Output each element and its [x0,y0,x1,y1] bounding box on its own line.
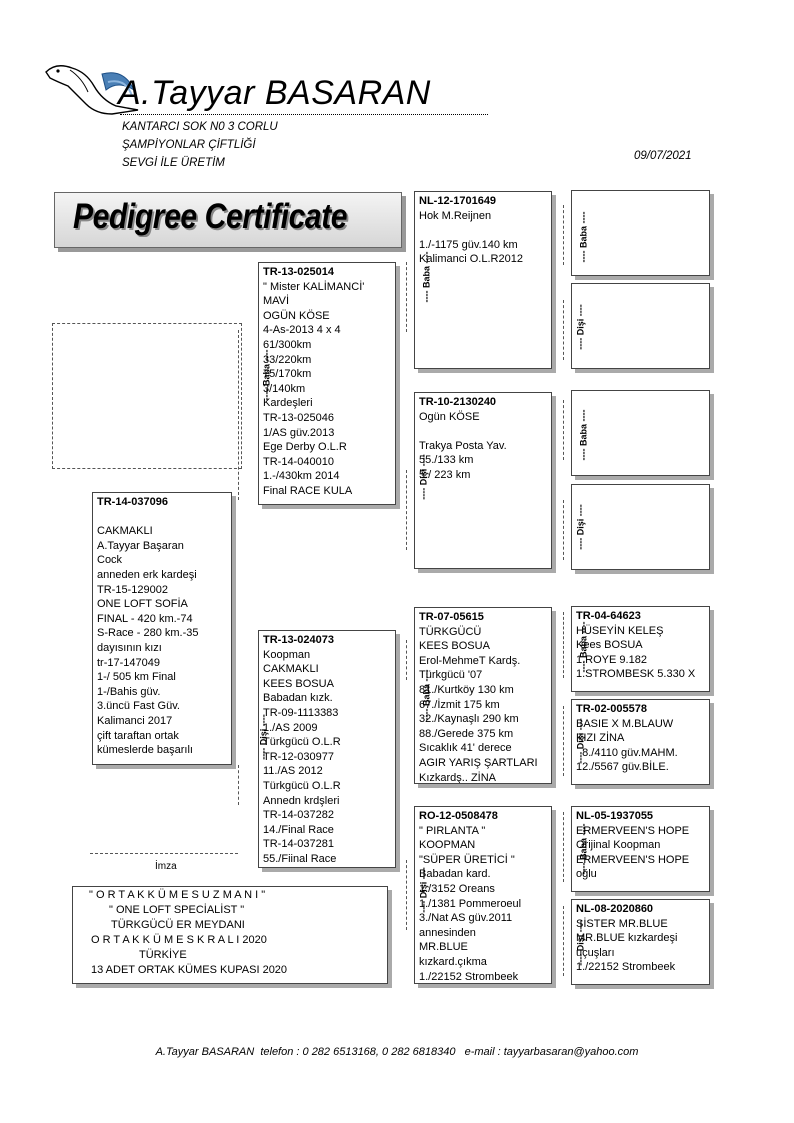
dd-line: " PIRLANTA " [419,824,486,837]
owner-line-2: " ONE LOFT SPECİALİST " [109,904,245,916]
dam-line: 55./Fiinal Race [263,852,337,865]
subject-line: anneden erk kardeşi [97,568,197,581]
dd-dam-ring-number: NL-08-2020860 [576,903,654,915]
dam-line: TR-12-030977 [263,750,334,763]
ss-line: Hok M.Reijnen [419,209,492,222]
label-ss-sire: ---- Baba ---- [578,211,589,263]
label-dam-subject: ---- Dişi ---- [258,714,269,760]
dd-line: 1./1381 Pommeroeul [419,897,522,910]
connector-ds-down [563,706,564,776]
connector-sire-ss [406,262,407,332]
dam-dam-card [414,806,552,984]
motto-line: SEVGİ İLE ÜRETİM [122,157,225,169]
connector-sd-down [563,500,564,560]
dss-line: HÜSEYİN KELEŞ [576,624,664,637]
ss-sire-card [571,190,710,276]
owner-line-1: " O R T A K K Ü M E S U Z M A N I " [89,889,266,901]
subject-line: kümeslerde başarılı [97,744,193,757]
sire-line: 3/140km [263,382,306,395]
ss-line: 1./-1175 güv.140 km [419,238,518,251]
ds-line: TÜRKGÜCÜ [419,625,482,638]
label-ds-sire: ---- Baba ---- [578,621,589,673]
dam-line: KEES BOSUA [263,677,334,690]
ddd-line: SİSTER MR.BLUE [576,917,668,930]
sire-dam-ring-number: TR-10-2130240 [419,396,497,408]
footer-contact: A.Tayyar BASARAN telefon : 0 282 6513168, 0 282 6818340 e-mail : tayyarbasaran@yahoo.com [155,1046,639,1058]
sire-sire-details [419,209,547,267]
dd-line: 3./Nat AS güv.2011 [419,912,513,925]
ds-line: Sıcaklık 41' derece [419,742,512,755]
sire-ring-number: TR-13-025014 [263,266,334,278]
label-sire-subject: ---- Baba ---- [261,349,272,401]
subject-line [97,510,227,525]
ddd-line: uçuşları [576,946,615,959]
dd-line: MR.BLUE [419,941,468,954]
ds-line: AGIR YARIŞ ŞARTLARI [419,756,538,769]
subject-line: Cock [97,554,123,567]
sire-line: OGÜN KÖSE [263,309,330,322]
dam-dam-ring-number: RO-12-0508478 [419,810,498,822]
ddd-line: 1./22152 Strombeek [576,961,676,974]
sire-line: Final RACE KULA [263,484,353,497]
subject-ring-number: TR-14-037096 [97,496,168,508]
sire-line: TR-13-025046 [263,411,334,424]
dd-line: "SÜPER ÜRETİCİ " [419,853,515,866]
dam-line: CAKMAKLI [263,663,319,676]
sire-line: 75/170km [263,368,312,381]
dam-sire-ring-number: TR-07-05615 [419,611,484,623]
ds-line: 32./Kaynaşlı 290 km [419,713,519,726]
dam-line: TR-14-037281 [263,838,334,851]
subject-line: S-Race - 280 km.-35 [97,627,199,640]
owner-line-6: 13 ADET ORTAK KÜMES KUPASI 2020 [91,964,288,976]
sire-line: 33/220km [263,353,312,366]
subject-line: A.Tayyar Başaran [97,539,184,552]
dd-sire-ring-number: NL-05-1937055 [576,810,654,822]
dsd-line: 12./5567 güv.BİLE. [576,761,669,774]
sire-line: 1/AS güv.2013 [263,426,335,439]
brand-underline [120,114,488,115]
dsd-line: KIZI ZİNA [576,732,625,745]
dds-line: Orijinal Koopman [576,839,661,852]
dam-line: Türkgücü O.L.R [263,736,341,749]
subject-line: Kalimanci 2017 [97,714,173,727]
sd-line: 5./ 223 km [419,468,471,481]
brand-title: A.Tayyar BASARAN [118,74,431,112]
dam-line: Koopman [263,648,311,661]
subject-line: dayısının kızı [97,641,162,654]
ds-sire-ring-number: TR-04-64623 [576,610,641,622]
subject-line: 3.üncü Fast Güv. [97,700,180,713]
sd-line [419,424,547,439]
subject-line: CAKMAKLI [97,525,153,538]
ds-line: Türkgücü '07 [419,669,483,682]
label-sire-sire: ---- Baba ---- [421,251,432,303]
dam-line: 14./Final Race [263,823,334,836]
dds-line: oğlu [576,868,597,881]
dd-line: KOOPMAN [419,839,476,852]
owner-line-5: TÜRKİYE [139,949,187,961]
subject-details [97,510,227,758]
sd-line: 55./133 km [419,454,474,467]
sd-sire-card [571,390,710,476]
dam-line: 11./AS 2012 [263,765,323,778]
ss-line [419,223,547,238]
dsd-line: 8./4110 güv.MAHM. [576,746,678,759]
ds-line: 67./İzmit 175 km [419,698,500,711]
label-dd-sire: ---- Baba ---- [578,823,589,875]
subject-line: 1-/ 505 km Final [97,671,176,684]
subject-line: TR-15-129002 [97,583,168,596]
label-dam-dam: ---- Dişi ---- [418,867,429,913]
label-ds-dam: ---- Dişi ---- [575,718,586,764]
subject-line: ONE LOFT SOFİA [97,598,188,611]
dd-dam-details [576,917,705,975]
dd-dam-card [571,899,710,985]
owner-info-box [72,886,388,984]
sire-line: TR-14-040010 [263,455,334,468]
sire-line: MAVİ [263,295,290,308]
dd-sire-details [576,824,705,882]
ss-line: Kalimanci O.L.R2012 [419,253,523,266]
ds-line: KEES BOSUA [419,640,490,653]
subject-line: çift taraftan ortak [97,729,179,742]
ds-dam-details [576,717,705,775]
sd-line: Ogün KÖSE [419,410,480,423]
dam-dam-details [419,824,547,984]
owner-line-4: O R T A K K Ü M E S K R A L I 2020 [91,934,267,946]
dam-line: Babadan kızk. [263,692,333,705]
dam-sire-card [414,607,552,784]
subject-line: 1-/Bahis güv. [97,685,161,698]
sire-dam-details [419,410,547,483]
sd-line: Trakya Posta Yav. [419,439,507,452]
connector-subject-dam [238,765,239,805]
dd-line: Babadan kard. [419,868,491,881]
date-text: 09/07/2021 [634,150,692,162]
dam-details [263,648,391,867]
subject-line: FINAL - 420 km.-74 [97,612,193,625]
ds-line: 88./Gerede 375 km [419,727,514,740]
owner-line-3: TÜRKGÜCÜ ER MEYDANI [111,919,245,931]
sd-dam-card [571,484,710,570]
ds-dam-ring-number: TR-02-005578 [576,703,647,715]
dd-sire-card [571,806,710,892]
dd-line: 1./3152 Oreans [419,882,495,895]
ds-sire-details [576,621,705,682]
label-ss-dam: ---- Dişi ---- [575,304,586,350]
sire-sire-ring-number: NL-12-1701649 [419,195,497,207]
label-sd-sire: ---- Baba ---- [578,409,589,461]
signature-label: İmza [155,861,177,872]
pedigree-banner [54,192,402,248]
sire-line: 61/300km [263,338,312,351]
connector-ss-down [563,300,564,360]
ds-dam-card [571,699,710,785]
dam-sire-details [419,625,547,784]
dam-line: 1./AS 2009 [263,721,318,734]
connector-dam-dd [406,860,407,930]
connector-ss-up [563,205,564,265]
dds-line: ERMERVEEN'S HOPE [576,853,690,866]
dd-line: annesinden [419,926,476,939]
dam-line: Türkgücü O.L.R [263,779,341,792]
dam-line: TR-09-1113383 [263,706,339,719]
ddd-line: MR.BLUE kızkardeşi [576,932,678,945]
label-sire-dam: ---- Dişi ---- [418,454,429,500]
dam-line: TR-14-037282 [263,809,334,822]
connector-dam-ds [406,640,407,680]
ds-sire-card [571,606,710,692]
connector-sire-sd [406,470,407,550]
connector-dd-down [563,906,564,976]
ss-dam-card [571,283,710,369]
sire-card [258,262,396,505]
dss-line: 1.ROYE 9.182 [576,653,647,666]
sire-line: Ege Derby O.L.R [263,441,347,454]
connector-ds-up [563,612,564,678]
sire-line: 1.-/430km 2014 [263,470,340,483]
ds-line: Erol-MehmeT Kardş. [419,654,521,667]
sire-line: Kardeşleri [263,397,313,410]
dd-line: kızkard.çıkma [419,955,487,968]
connector-dd-up [563,812,564,882]
signature-line [90,853,238,854]
label-dd-dam: ---- Dişi ---- [575,920,586,966]
label-dam-sire: ---- Baba ---- [421,669,432,721]
sire-details [263,280,391,499]
ds-line: 81./Kurtköy 130 km [419,683,514,696]
connector-sd-up [563,400,564,460]
dds-line: ERMERVEEN'S HOPE [576,824,690,837]
subject-bird-card [92,492,232,765]
dd-line: 1./22152 Strombeek [419,970,519,983]
sire-line: " Mister KALİMANCİ' [263,280,365,293]
sire-sire-card [414,191,552,369]
connector-subject-sire [238,330,239,500]
label-sd-dam: ---- Dişi ---- [575,504,586,550]
banner-title: Pedigree Certificate [73,197,348,236]
dss-line: 1.STROMBESK 5.330 X [576,668,696,681]
sire-dam-card [414,392,552,569]
dam-card [258,630,396,868]
photo-placeholder [52,323,242,469]
dss-line: Kees BOSUA [576,639,643,652]
sire-line: 4-As-2013 4 x 4 [263,324,341,337]
dam-line: Annedn krdşleri [263,794,340,807]
dsd-line: BASIE X M.BLAUW [576,717,674,730]
farm-line: ŞAMPİYONLAR ÇİFTLİĞİ [122,139,256,151]
ds-line: Kızkardş.. ZİNA [419,771,497,784]
address-line: KANTARCI SOK N0 3 CORLU [122,121,278,133]
dam-ring-number: TR-13-024073 [263,634,334,646]
subject-line: tr-17-147049 [97,656,160,669]
